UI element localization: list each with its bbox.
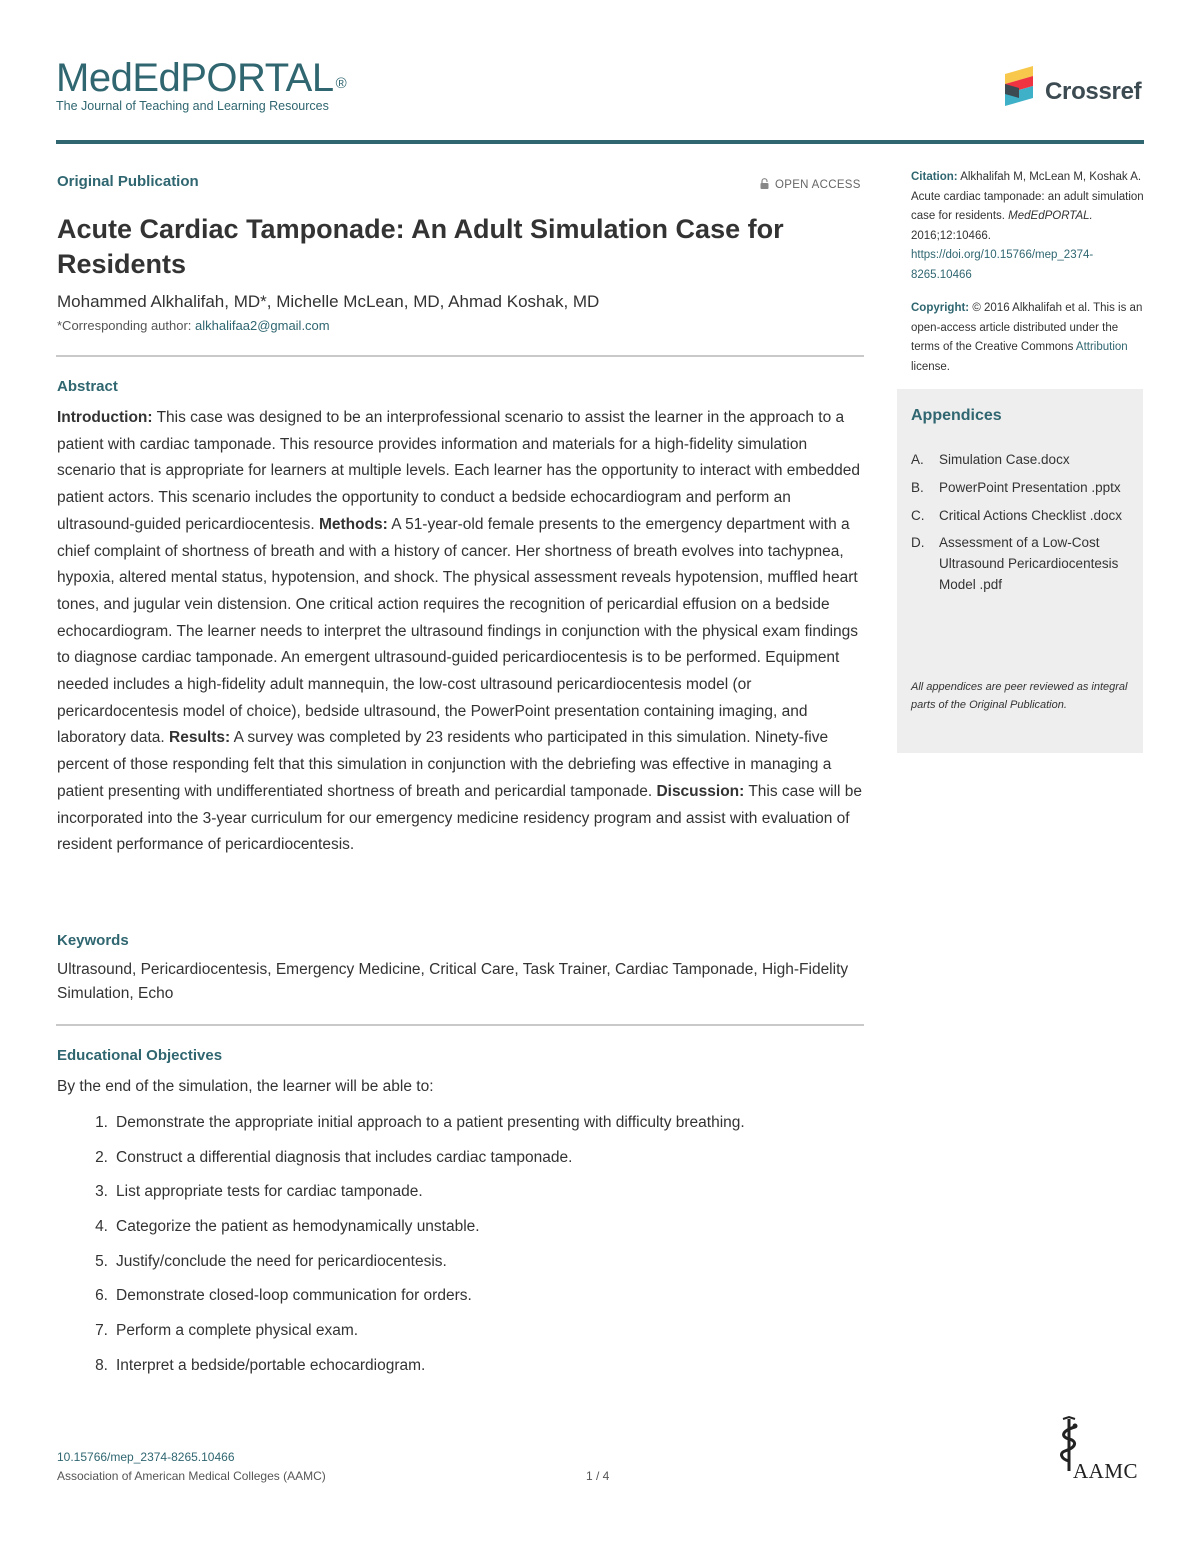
copyright-label: Copyright: <box>911 302 970 314</box>
objective-number: 1. <box>95 1114 108 1131</box>
open-access-badge <box>760 178 861 191</box>
aamc-wordmark: AAMC <box>1073 1459 1139 1483</box>
corresponding-author-label: *Corresponding author: <box>57 318 196 333</box>
footer-doi-link[interactable]: 10.15766/mep_2374-8265.10466 <box>57 1450 235 1464</box>
appendix-letter: D. <box>911 535 925 551</box>
appendix-letter: B. <box>911 479 924 495</box>
objective-item <box>57 1287 857 1322</box>
appendix-letter: A. <box>911 452 924 467</box>
objective-item <box>57 1114 857 1149</box>
copyright-text-end: license. <box>911 360 950 373</box>
appendices-note: All appendices are peer reviewed as integral parts of the Original Publication. <box>911 681 1128 711</box>
crossref-wordmark: Crossref <box>1045 78 1142 105</box>
appendix-name: Critical Actions Checklist .docx <box>939 507 1123 523</box>
copyright-block <box>911 299 1146 377</box>
corresponding-email-link[interactable]: alkhalifaa2@gmail.com <box>195 318 330 333</box>
section-divider <box>56 1024 864 1026</box>
crossref-mark-icon <box>1003 64 1039 110</box>
mededportal-logo[interactable] <box>56 58 346 113</box>
appendix-name: Assessment of a Low-Cost Ultrasound Pericardiocentesis Model .pdf <box>939 535 1119 592</box>
copyright-text: © 2016 Alkhalifah et al. This is an open-access article distributed under the terms of the Creative Commons <box>911 302 1143 354</box>
discussion-text: This case will be incorporated into the 3-year curriculum for our emergency medicine residency program and assist with evaluation of resident performance of pericardiocentesis. <box>57 782 863 854</box>
appendix-name: Simulation Case.docx <box>939 452 1070 467</box>
methods-text: A 51-year-old female presents to the emergency department with a chief complaint of shortness of breath and with a history of cancer. Her shortness of breath evolves into tachypnea, hypoxia, altered mental status, hypotension, and shock. The physical assessment reveals hypotension, muffled heart tones, and jugular vein distension. One critical action requires the recognition of pericardial effusion on a bedside echocardiogram. The learner needs to interpret the ultrasound findings in conjunction with the physical exam findings to diagnose cardiac tamponade. An emergent ultrasound-guided pericardiocentesis is to be performed. Equipment needed includes a high-fidelity adult mannequin, the low-cost ultrasound pericardiocentesis model (or pericardocentesis model of choice), bedside ultrasound, the PowerPoint presentation containing imaging, and laboratory data. <box>57 515 859 747</box>
abstract-body <box>57 405 865 859</box>
objective-item <box>57 1149 857 1184</box>
objective-text: List appropriate tests for cardiac tamponade. <box>116 1183 423 1201</box>
footer-publisher: Association of American Medical Colleges (AAMC) <box>57 1469 326 1483</box>
discussion-label: Discussion: <box>656 782 745 800</box>
objective-item <box>57 1357 857 1392</box>
appendix-item[interactable] <box>911 450 1131 471</box>
citation-volume: 2016;12:10466. <box>911 229 991 242</box>
introduction-label: Introduction: <box>57 409 153 426</box>
lock-icon <box>760 178 769 189</box>
methods-label: Methods: <box>318 515 388 533</box>
objective-item <box>57 1253 857 1288</box>
results-text: A survey was completed by 23 residents who participated in this simulation. Ninety-five percent of those responding felt that this simulation in conjunction with the debriefing was effective in managing a patient presenting with undifferentiated shortness of breath and pericardial tamponade. <box>57 729 832 800</box>
author-list: Mohammed Alkhalifah, MD*, Michelle McLean, MD, Ahmad Koshak, MD <box>57 292 600 311</box>
citation-journal: MedEdPORTAL. <box>1008 210 1093 223</box>
corresponding-author <box>57 318 330 333</box>
keywords-heading: Keywords <box>57 932 129 949</box>
crossref-logo[interactable] <box>1003 64 1148 112</box>
objective-number: 7. <box>95 1322 108 1340</box>
brand-name: MedEdPORTAL <box>56 56 334 100</box>
citation-label: Citation: <box>911 171 958 183</box>
publication-type: Original Publication <box>57 173 199 190</box>
objective-text: Categorize the patient as hemodynamically unstable. <box>116 1218 480 1236</box>
appendices-heading: Appendices <box>911 407 1002 424</box>
appendices-list <box>911 450 1131 603</box>
objective-item <box>57 1218 857 1253</box>
appendices-panel <box>897 389 1143 753</box>
objective-text: Demonstrate the appropriate initial approach to a patient presenting with difficulty breathing. <box>116 1114 745 1131</box>
keywords-list: Ultrasound, Pericardiocentesis, Emergency Medicine, Critical Care, Task Trainer, Cardiac Tamponade, High-Fidelity Simulation, Echo <box>57 961 849 1002</box>
appendix-name: PowerPoint Presentation .pptx <box>939 479 1121 495</box>
objectives-heading: Educational Objectives <box>57 1047 223 1064</box>
citation-text: Alkhalifah M, McLean M, Koshak A. Acute cardiac tamponade: an adult simulation case for residents. <box>911 171 1144 223</box>
citation-block <box>911 168 1146 286</box>
objective-number: 3. <box>95 1183 108 1201</box>
objective-number: 5. <box>95 1252 108 1270</box>
objective-text: Perform a complete physical exam. <box>116 1322 359 1340</box>
appendix-item[interactable] <box>911 478 1131 499</box>
registered-mark: ® <box>335 75 347 92</box>
objective-number: 6. <box>95 1287 108 1305</box>
section-divider <box>56 355 864 357</box>
header-divider <box>56 140 1144 144</box>
license-link[interactable]: Attribution <box>1075 341 1128 354</box>
results-label: Results: <box>169 729 231 747</box>
objective-text: Justify/conclude the need for pericardiocentesis. <box>116 1252 447 1270</box>
open-access-label: OPEN ACCESS <box>775 179 861 191</box>
appendix-item[interactable] <box>911 533 1131 595</box>
aamc-logo <box>1055 1415 1147 1485</box>
objectives-intro: By the end of the simulation, the learner will be able to: <box>57 1078 434 1095</box>
citation-doi-link[interactable]: https://doi.org/10.15766/mep_2374-8265.10466 <box>911 249 1094 281</box>
objective-item <box>57 1183 857 1218</box>
appendix-letter: C. <box>911 507 925 523</box>
article-title: Acute Cardiac Tamponade: An Adult Simulation Case for Residents <box>57 214 784 279</box>
objective-number: 4. <box>95 1218 108 1236</box>
appendix-item[interactable] <box>911 506 1131 527</box>
objective-number: 2. <box>95 1148 108 1166</box>
page-number: 1 / 4 <box>586 1469 610 1483</box>
objective-number: 8. <box>95 1356 108 1374</box>
introduction-text: This case was designed to be an interprofessional scenario to assist the learner in the approach to a patient with cardiac tamponade. This resource provides information and materials for a high-fidelity simulation scenario that is appropriate for learners at multiple levels. Each learner has the opportunity to interact with embedded patient actors. This scenario includes the opportunity to conduct a bedside echocardiogram and perform an ultrasound-guided pericardiocentesis. <box>57 409 860 533</box>
objectives-list <box>57 1114 857 1392</box>
objective-text: Interpret a bedside/portable echocardiogram. <box>116 1356 426 1374</box>
brand-tagline: The Journal of Teaching and Learning Resources <box>56 99 329 113</box>
abstract-heading: Abstract <box>57 378 118 395</box>
objective-item <box>57 1322 857 1357</box>
objective-text: Demonstrate closed-loop communication for orders. <box>116 1287 472 1305</box>
objective-text: Construct a differential diagnosis that includes cardiac tamponade. <box>116 1148 573 1166</box>
